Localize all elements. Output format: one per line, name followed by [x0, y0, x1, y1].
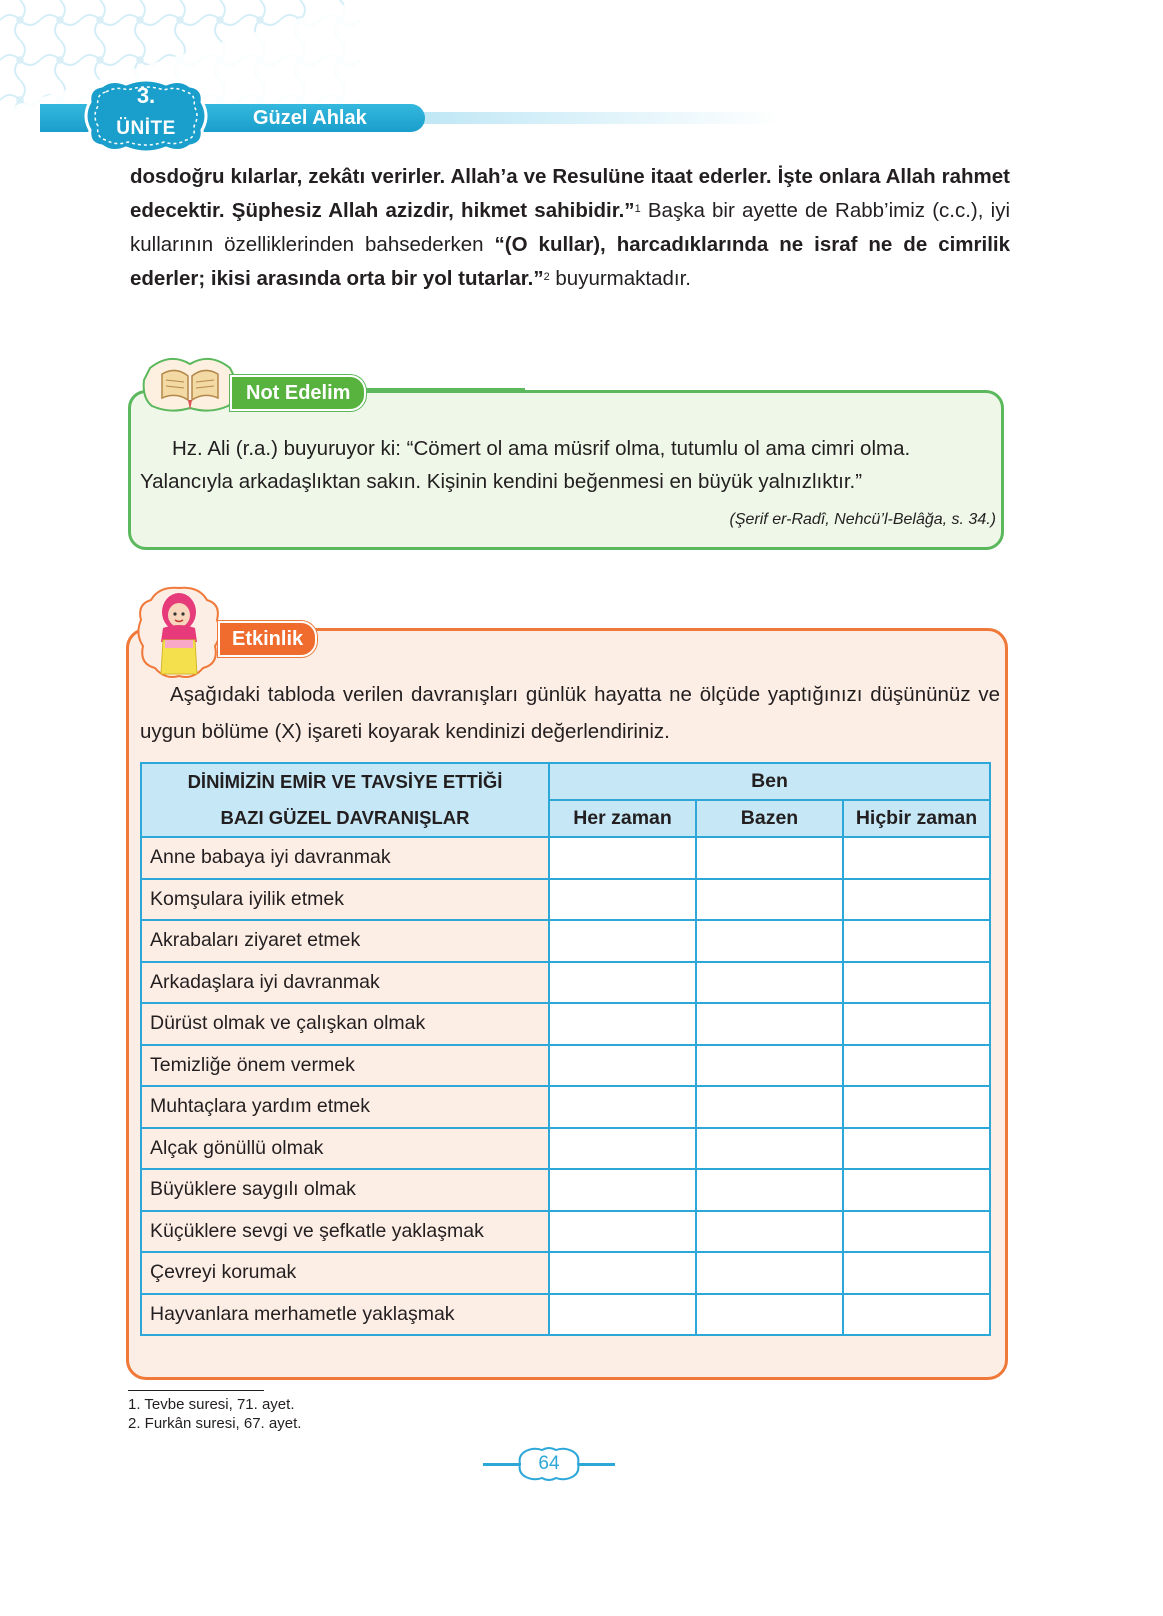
note-source: (Şerif er-Radî, Nehcü’l-Belâğa, s. 34.): [729, 511, 996, 528]
table-row: [141, 837, 990, 879]
table-row: [141, 1211, 990, 1253]
row-label: Temizliğe önem vermek: [141, 1045, 549, 1087]
table-row: [141, 1086, 990, 1128]
answer-cell[interactable]: [696, 1128, 843, 1170]
answer-cell[interactable]: [549, 1003, 696, 1045]
footnote-1: 1. Tevbe suresi, 71. ayet.: [128, 1396, 295, 1413]
row-label: Dürüst olmak ve çalışkan olmak: [141, 1003, 549, 1045]
answer-cell[interactable]: [549, 1128, 696, 1170]
answer-cell[interactable]: [843, 1128, 990, 1170]
table-row: [141, 1252, 990, 1294]
answer-cell[interactable]: [843, 837, 990, 879]
table-row: [141, 1169, 990, 1211]
footnote-divider: [128, 1390, 264, 1391]
row-label: Büyüklere saygılı olmak: [141, 1169, 549, 1211]
body-text-2: Başka bir ayette de Rabb’imiz (c.c.), iyi kullarının özelliklerinden bahsederken: [130, 199, 1010, 256]
table-row: [141, 1294, 990, 1336]
row-label: Küçüklere sevgi ve şefkatle yaklaşmak: [141, 1211, 549, 1253]
answer-cell[interactable]: [696, 837, 843, 879]
answer-cell[interactable]: [549, 1211, 696, 1253]
ben-group-header: Ben: [549, 763, 990, 800]
answer-cell[interactable]: [696, 1211, 843, 1253]
answer-cell[interactable]: [696, 1045, 843, 1087]
answer-cell[interactable]: [843, 1045, 990, 1087]
row-label: Alçak gönüllü olmak: [141, 1128, 549, 1170]
header-fade-line: [420, 112, 780, 124]
answer-cell[interactable]: [549, 1252, 696, 1294]
behaviors-header-line-2: BAZI GÜZEL DAVRANIŞLAR: [220, 807, 470, 828]
row-label: Hayvanlara merhametle yaklaşmak: [141, 1294, 549, 1336]
unit-label: ÜNİTE: [116, 118, 176, 139]
answer-cell[interactable]: [549, 837, 696, 879]
answer-cell[interactable]: [843, 1211, 990, 1253]
footnote-ref-2: 2: [543, 271, 550, 283]
note-quote: [140, 432, 1000, 498]
table-row: [141, 879, 990, 921]
answer-cell[interactable]: [549, 962, 696, 1004]
row-label: Komşulara iyilik etmek: [141, 879, 549, 921]
girl-figure-icon: [135, 582, 225, 682]
page-number: 64: [538, 1453, 560, 1474]
answer-cell[interactable]: [843, 1086, 990, 1128]
footnotes: [128, 1395, 301, 1433]
column-header-bazen: Bazen: [696, 800, 843, 837]
answer-cell[interactable]: [549, 1169, 696, 1211]
verse-text-1: dosdoğru kılarlar, zekâtı verirler. Allah’a ve Resulüne itaat ederler. İşte onlara Allah rahmet edecektir. Şüphesiz Allah azizdir, hikmet sahibidir.”: [130, 165, 1010, 222]
table-row: [141, 962, 990, 1004]
answer-cell[interactable]: [843, 1003, 990, 1045]
answer-cell[interactable]: [696, 1003, 843, 1045]
answer-cell[interactable]: [696, 962, 843, 1004]
answer-cell[interactable]: [843, 962, 990, 1004]
row-label: Çevreyi korumak: [141, 1252, 549, 1294]
row-label: Akrabaları ziyaret etmek: [141, 920, 549, 962]
note-accent-line: [360, 388, 525, 393]
activity-tag: Etkinlik: [218, 621, 317, 657]
answer-cell[interactable]: [549, 920, 696, 962]
open-book-icon: [140, 350, 240, 420]
table-row: [141, 1045, 990, 1087]
footnote-ref-1: 1: [634, 203, 641, 215]
activity-instruction-text: Aşağıdaki tabloda verilen davranışları günlük hayatta ne ölçüde yaptığınızı düşününüz ve uygun bölüme (X) işareti koyarak kendinizi değerlendiriniz.: [140, 683, 1000, 743]
answer-cell[interactable]: [696, 1252, 843, 1294]
table-row: [141, 1128, 990, 1170]
behaviors-header-line-1: DİNİMİZİN EMİR VE TAVSİYE ETTİĞİ: [187, 771, 503, 792]
answer-cell[interactable]: [549, 1045, 696, 1087]
answer-cell[interactable]: [549, 1086, 696, 1128]
answer-cell[interactable]: [696, 1169, 843, 1211]
answer-cell[interactable]: [696, 920, 843, 962]
answer-cell[interactable]: [843, 879, 990, 921]
page-title: Güzel Ahlak: [253, 107, 367, 129]
column-header-her-zaman: Her zaman: [549, 800, 696, 837]
row-label: Arkadaşlara iyi davranmak: [141, 962, 549, 1004]
row-label: Anne babaya iyi davranmak: [141, 837, 549, 879]
unit-number: 3.: [136, 83, 156, 108]
row-label: Muhtaçlara yardım etmek: [141, 1086, 549, 1128]
verse-text-2: “(O kullar), harcadıklarında ne israf ne de cimrilik ederler; ikisi arasında orta bir yol tutarlar.”: [130, 233, 1010, 290]
column-header-hicbir-zaman: Hiçbir zaman: [843, 800, 990, 837]
answer-cell[interactable]: [549, 1294, 696, 1336]
behaviors-column-header: [141, 763, 549, 837]
answer-cell[interactable]: [696, 879, 843, 921]
footnote-2: 2. Furkân suresi, 67. ayet.: [128, 1415, 302, 1432]
answer-cell[interactable]: [696, 1294, 843, 1336]
answer-cell[interactable]: [843, 1169, 990, 1211]
answer-cell[interactable]: [843, 1294, 990, 1336]
note-tag: Not Edelim: [230, 375, 366, 411]
answer-cell[interactable]: [843, 920, 990, 962]
body-paragraph: [130, 160, 1010, 296]
body-text-3: buyurmaktadır.: [549, 267, 691, 290]
self-assessment-table: [140, 762, 991, 1336]
table-row: [141, 920, 990, 962]
note-quote-text: Hz. Ali (r.a.) buyuruyor ki: “Cömert ol ama müsrif olma, tutumlu ol ama cimri olma. Yalancıyla arkadaşlıktan sakın. Kişinin kendini beğenmesi en büyük yalnızlıktır.”: [140, 437, 911, 493]
activity-instruction: [140, 676, 1000, 750]
answer-cell[interactable]: [549, 879, 696, 921]
answer-cell[interactable]: [696, 1086, 843, 1128]
answer-cell[interactable]: [843, 1252, 990, 1294]
table-row: [141, 1003, 990, 1045]
